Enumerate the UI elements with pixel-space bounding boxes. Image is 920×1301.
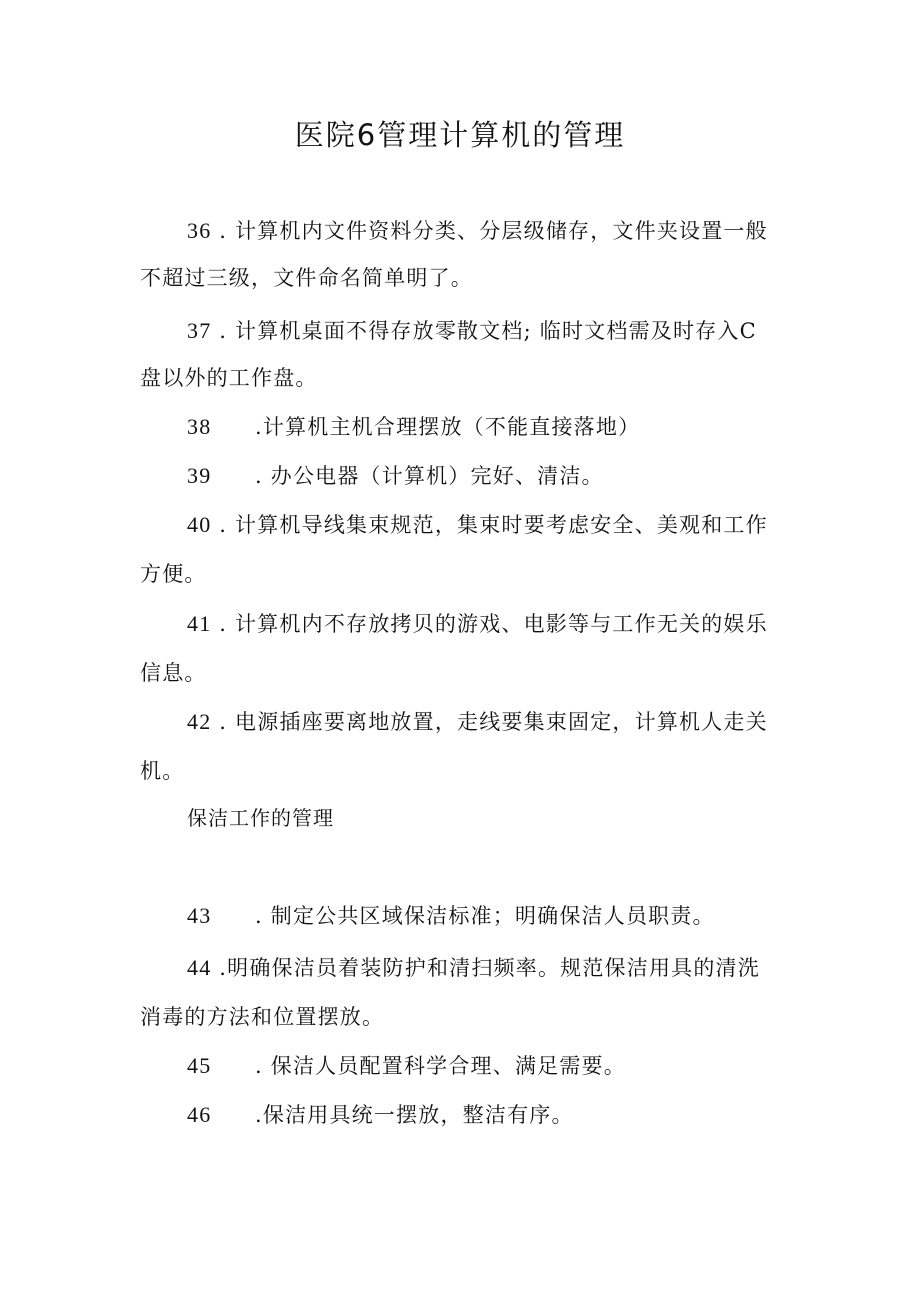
list-item-43 <box>187 901 837 931</box>
item-text: . 办公电器（计算机）完好、清洁。 <box>255 464 604 488</box>
item-continuation: 信息。 <box>140 661 207 685</box>
list-item-42 <box>187 707 837 737</box>
item-continuation: 不超过三级，文件命名简单明了。 <box>140 266 473 290</box>
item-text: . 计算机桌面不得存放零散文档; 临时文档需及时存入C <box>211 319 757 343</box>
item-text: . 电源插座要离地放置，走线要集束固定，计算机人走关 <box>211 710 768 734</box>
list-item-40 <box>187 510 837 540</box>
item-text: . 计算机内文件资料分类、分层级储存，文件夹设置一般 <box>211 219 768 243</box>
item-number: 45 <box>187 1053 212 1078</box>
section-heading: 保洁工作的管理 <box>187 806 334 830</box>
item-number: 40 <box>187 512 212 537</box>
page-title: 医院6管理计算机的管理 <box>294 118 626 152</box>
item-text: .计算机主机合理摆放（不能直接落地） <box>255 415 641 439</box>
list-item-44 <box>187 953 837 983</box>
item-text: .明确保洁员着装防护和清扫频率。规范保洁用具的清洗 <box>211 956 760 980</box>
list-item-45 <box>187 1051 837 1081</box>
list-item-46 <box>187 1100 837 1130</box>
item-number: 37 <box>187 318 212 343</box>
item-text: . 计算机内不存放拷贝的游戏、电影等与工作无关的娱乐 <box>211 612 768 636</box>
item-text: . 保洁人员配置科学合理、满足需要。 <box>255 1054 626 1078</box>
item-continuation: 方便。 <box>140 562 207 586</box>
item-text: . 计算机导线集束规范，集束时要考虑安全、美观和工作 <box>211 513 768 537</box>
item-continuation: 机。 <box>140 759 185 783</box>
item-text: . 制定公共区域保洁标准；明确保洁人员职责。 <box>255 904 715 928</box>
item-text: .保洁用具统一摆放，整洁有序。 <box>255 1103 574 1127</box>
item-number: 36 <box>187 218 212 243</box>
list-item-41 <box>187 609 837 639</box>
item-number: 41 <box>187 611 212 636</box>
item-number: 46 <box>187 1102 212 1127</box>
list-item-38 <box>187 412 837 442</box>
item-number: 44 <box>187 955 212 980</box>
item-number: 39 <box>187 463 212 488</box>
list-item-36 <box>187 216 837 246</box>
item-continuation: 盘以外的工作盘。 <box>140 366 318 390</box>
list-item-39 <box>187 461 837 491</box>
item-continuation: 消毒的方法和位置摆放。 <box>140 1005 385 1029</box>
list-item-37 <box>187 316 837 346</box>
item-number: 43 <box>187 903 212 928</box>
item-number: 38 <box>187 414 212 439</box>
item-number: 42 <box>187 709 212 734</box>
